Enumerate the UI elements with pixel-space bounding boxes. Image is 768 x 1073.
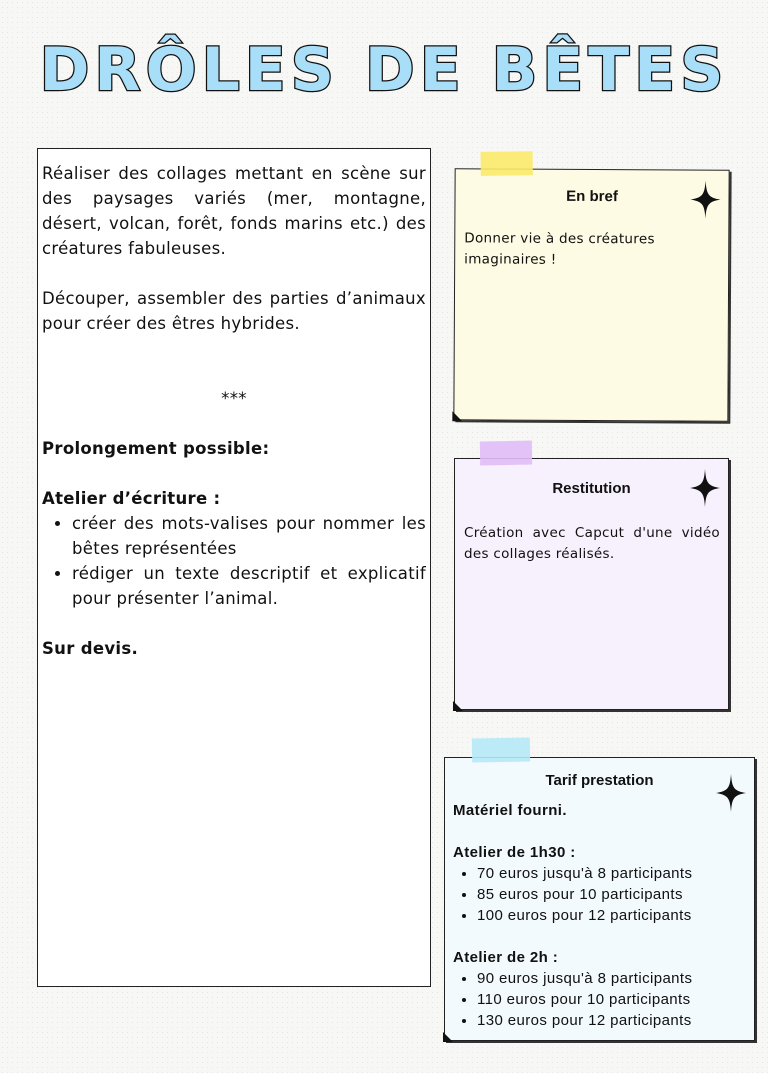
note-body-restitution: Création avec Capcut d'une vidéo des collages réalisés. <box>464 525 720 562</box>
description-box <box>37 148 431 987</box>
note-title-restitution: Restitution <box>552 480 631 497</box>
note-restitution <box>454 458 729 710</box>
devis-text: Sur devis. <box>42 639 139 658</box>
sparkle-icon <box>690 181 720 219</box>
tarif-body <box>453 800 746 1031</box>
list-item: • rédiger un texte descriptif et explicatif pour présenter l’animal. <box>72 561 426 611</box>
tape <box>480 441 532 466</box>
list-item: • 85 euros pour 10 participants <box>477 884 746 905</box>
list-item: • créer des mots-valises pour nommer les bêtes représentées <box>72 511 426 561</box>
atelier-2h-list <box>453 968 746 1031</box>
atelier-ecriture-list <box>42 511 426 611</box>
tape <box>481 151 533 176</box>
atelier-1h30-heading: Atelier de 1h30 : <box>453 844 576 861</box>
list-item: • 90 euros jusqu'à 8 participants <box>477 968 746 989</box>
atelier-ecriture-heading: Atelier d’écriture : <box>42 489 221 508</box>
note-title-tarif: Tarif prestation <box>545 772 654 789</box>
prolongement-heading: Prolongement possible: <box>42 439 270 458</box>
description-paragraph-2: Découper, assembler des parties d’animaux pour créer des êtres hybrides. <box>42 289 426 333</box>
materiel-text: Matériel fourni. <box>453 802 567 819</box>
tape <box>472 737 530 762</box>
list-item: • 100 euros pour 12 participants <box>477 905 746 926</box>
atelier-2h-heading: Atelier de 2h : <box>453 949 559 966</box>
page-title: DRÔLES DE BÊTES <box>39 35 729 105</box>
list-item: • 110 euros pour 10 participants <box>477 989 746 1010</box>
description-paragraph-1: Réaliser des collages mettant en scène sur des paysages variés (mer, montagne, désert, volcan, forêt, fonds marins etc.) des créatures fabuleuses. <box>42 164 426 258</box>
note-tarif <box>444 757 755 1041</box>
atelier-1h30-list <box>453 863 746 926</box>
sparkle-icon <box>690 469 720 507</box>
note-en-bref <box>453 168 729 421</box>
list-item: • 130 euros pour 12 participants <box>477 1010 746 1031</box>
list-item: • 70 euros jusqu'à 8 participants <box>477 863 746 884</box>
note-body-en-bref: Donner vie à des créatures imaginaires ! <box>464 230 655 268</box>
note-title-en-bref: En bref <box>566 187 618 206</box>
separator: *** <box>221 389 247 408</box>
